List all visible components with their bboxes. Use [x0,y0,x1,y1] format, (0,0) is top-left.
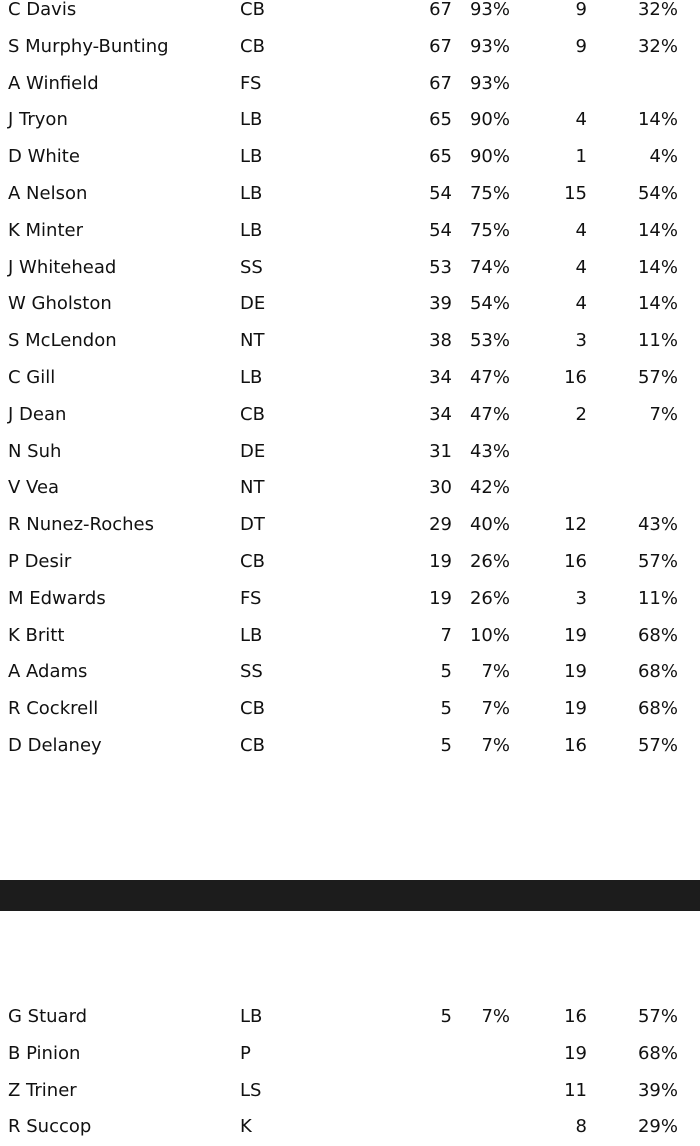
special-teams-snap-pct: 57% [637,734,678,756]
player-name: G Stuard [8,1006,88,1027]
defense-snaps: 19 [429,587,452,609]
defense-snap-pct: 90% [469,146,510,168]
table-row [0,102,700,139]
player-position: DT [240,514,265,536]
special-teams-snap-pct: 32% [637,0,678,20]
defense-snaps: 34 [429,403,452,425]
special-teams-snaps: 16 [564,734,587,756]
defense-snap-pct: 10% [469,624,510,646]
defense-snaps: 38 [429,330,452,352]
player-name: C Gill [8,366,56,388]
table-row [0,544,700,581]
defense-snaps: 5 [440,734,452,756]
special-teams-snaps: 19 [564,624,587,646]
table-row [0,139,700,176]
player-name: R Cockrell [8,698,99,720]
player-name: K Britt [8,624,65,646]
player-name: S Murphy-Bunting [8,35,169,57]
player-name: N Suh [8,440,62,462]
player-position: LB [240,624,263,646]
special-teams-snap-pct: 29% [637,1116,678,1138]
player-position: LB [240,219,263,241]
table-row [0,360,700,397]
defense-snaps: 7 [440,624,452,646]
player-position: CB [240,0,265,20]
special-teams-snaps: 11 [564,1079,587,1101]
special-teams-snap-pct: 68% [637,698,678,720]
defense-snap-pct: 53% [469,330,510,352]
special-teams-snap-pct: 7% [649,403,678,425]
defense-snaps: 5 [440,661,452,683]
special-teams-snaps: 1 [575,146,587,168]
special-teams-snaps: 3 [575,587,587,609]
player-name: R Succop [8,1116,92,1138]
defense-snaps: 19 [429,550,452,572]
table-row [0,250,700,287]
defense-snap-pct: 40% [469,514,510,536]
special-teams-snap-pct: 43% [637,514,678,536]
player-position: DE [240,293,266,315]
table-row [0,581,700,618]
defense-snap-pct: 93% [469,0,510,20]
special-teams-snap-pct: 57% [637,550,678,572]
special-teams-snaps: 16 [564,1006,587,1027]
table-row [0,691,700,728]
player-name: B Pinion [8,1042,81,1064]
defense-snaps: 39 [429,293,452,315]
player-name: A Adams [8,661,88,683]
defense-snaps: 67 [429,35,452,57]
defense-snaps: 53 [429,256,452,278]
player-name: V Vea [8,477,60,499]
special-teams-snaps: 16 [564,550,587,572]
special-teams-snap-pct: 68% [637,1042,678,1064]
special-teams-snap-pct: 14% [637,293,678,315]
defense-snap-pct: 75% [469,219,510,241]
table-row [0,1073,700,1110]
defense-snaps: 54 [429,219,452,241]
defense-snap-pct: 93% [469,35,510,57]
player-position: CB [240,550,265,572]
player-position: NT [240,477,265,499]
special-teams-snap-pct: 54% [637,182,678,204]
defense-snap-pct: 7% [481,698,510,720]
special-teams-snaps: 9 [575,35,587,57]
table-row [0,213,700,250]
defense-snaps: 65 [429,146,452,168]
player-position: P [240,1042,251,1064]
special-teams-snaps: 4 [575,109,587,131]
special-teams-snaps: 8 [575,1116,587,1138]
defense-snap-pct: 93% [469,72,510,94]
special-teams-snaps: 3 [575,330,587,352]
player-name: M Edwards [8,587,106,609]
table-row [0,66,700,103]
player-position: CB [240,403,265,425]
defense-snap-pct: 7% [481,661,510,683]
defense-snaps: 67 [429,72,452,94]
player-name: W Gholston [8,293,112,315]
special-teams-snap-pct: 11% [637,330,678,352]
player-position: SS [240,661,263,683]
player-name: C Davis [8,0,77,20]
defense-snaps: 65 [429,109,452,131]
defense-snap-pct: 74% [469,256,510,278]
player-name: A Nelson [8,182,88,204]
table-row [0,470,700,507]
defense-snap-pct: 7% [481,734,510,756]
defense-snap-pct: 26% [469,550,510,572]
special-teams-snap-pct: 14% [637,219,678,241]
player-position: FS [240,72,262,94]
defense-snap-pct: 75% [469,182,510,204]
special-teams-snap-pct: 68% [637,661,678,683]
defense-snaps: 54 [429,182,452,204]
player-name: R Nunez-Roches [8,514,154,536]
table-row [0,434,700,471]
table-row [0,286,700,323]
section-divider [0,880,700,911]
special-teams-table [0,999,700,1146]
special-teams-snap-pct: 57% [637,366,678,388]
special-teams-snaps: 9 [575,0,587,20]
table-row [0,397,700,434]
special-teams-snaps: 4 [575,256,587,278]
special-teams-snap-pct: 39% [637,1079,678,1101]
special-teams-snap-pct: 11% [637,587,678,609]
special-teams-snap-pct: 4% [649,146,678,168]
player-position: CB [240,698,265,720]
player-name: S McLendon [8,330,117,352]
player-name: J Tryon [8,109,68,131]
special-teams-snaps: 19 [564,698,587,720]
special-teams-snaps: 16 [564,366,587,388]
table-row [0,618,700,655]
defense-snap-pct: 90% [469,109,510,131]
player-name: D Delaney [8,734,102,756]
special-teams-snap-pct: 14% [637,256,678,278]
defense-snap-pct: 26% [469,587,510,609]
defense-snap-pct: 7% [481,1006,510,1027]
defense-snaps: 29 [429,514,452,536]
player-name: P Desir [8,550,72,572]
special-teams-snaps: 4 [575,219,587,241]
player-name: K Minter [8,219,83,241]
table-row [0,654,700,691]
defense-snaps: 34 [429,366,452,388]
table-row [0,999,700,1036]
defense-snaps: 5 [440,1006,452,1027]
special-teams-snaps: 2 [575,403,587,425]
table-row [0,1036,700,1073]
special-teams-snaps: 12 [564,514,587,536]
defense-snaps: 30 [429,477,452,499]
defense-snaps: 31 [429,440,452,462]
defense-snaps: 67 [429,0,452,20]
special-teams-snaps: 19 [564,661,587,683]
table-row [0,29,700,66]
player-position: LB [240,146,263,168]
player-position: CB [240,734,265,756]
player-position: LB [240,109,263,131]
player-name: A Winfield [8,72,99,94]
special-teams-snap-pct: 68% [637,624,678,646]
player-position: FS [240,587,262,609]
player-name: Z Triner [8,1079,77,1101]
player-position: LB [240,182,263,204]
defense-snaps: 5 [440,698,452,720]
defense-snap-pct: 42% [469,477,510,499]
table-row [0,507,700,544]
player-position: LB [240,366,263,388]
player-position: LB [240,1006,263,1027]
special-teams-snaps: 15 [564,182,587,204]
table-row [0,728,700,765]
special-teams-snaps: 4 [575,293,587,315]
defense-snap-pct: 54% [469,293,510,315]
special-teams-snap-pct: 32% [637,35,678,57]
player-position: SS [240,256,263,278]
player-name: D White [8,146,80,168]
table-row [0,323,700,360]
defense-snap-pct: 47% [469,403,510,425]
player-name: J Whitehead [8,256,117,278]
defense-snap-pct: 47% [469,366,510,388]
player-position: DE [240,440,266,462]
player-position: CB [240,35,265,57]
player-name: J Dean [8,403,67,425]
special-teams-snap-pct: 14% [637,109,678,131]
player-position: NT [240,330,265,352]
player-position: LS [240,1079,262,1101]
table-row [0,176,700,213]
player-position: K [240,1116,252,1138]
special-teams-snaps: 19 [564,1042,587,1064]
defense-snap-pct: 43% [469,440,510,462]
special-teams-snap-pct: 57% [637,1006,678,1027]
table-row [0,1109,700,1146]
table-row [0,0,700,29]
